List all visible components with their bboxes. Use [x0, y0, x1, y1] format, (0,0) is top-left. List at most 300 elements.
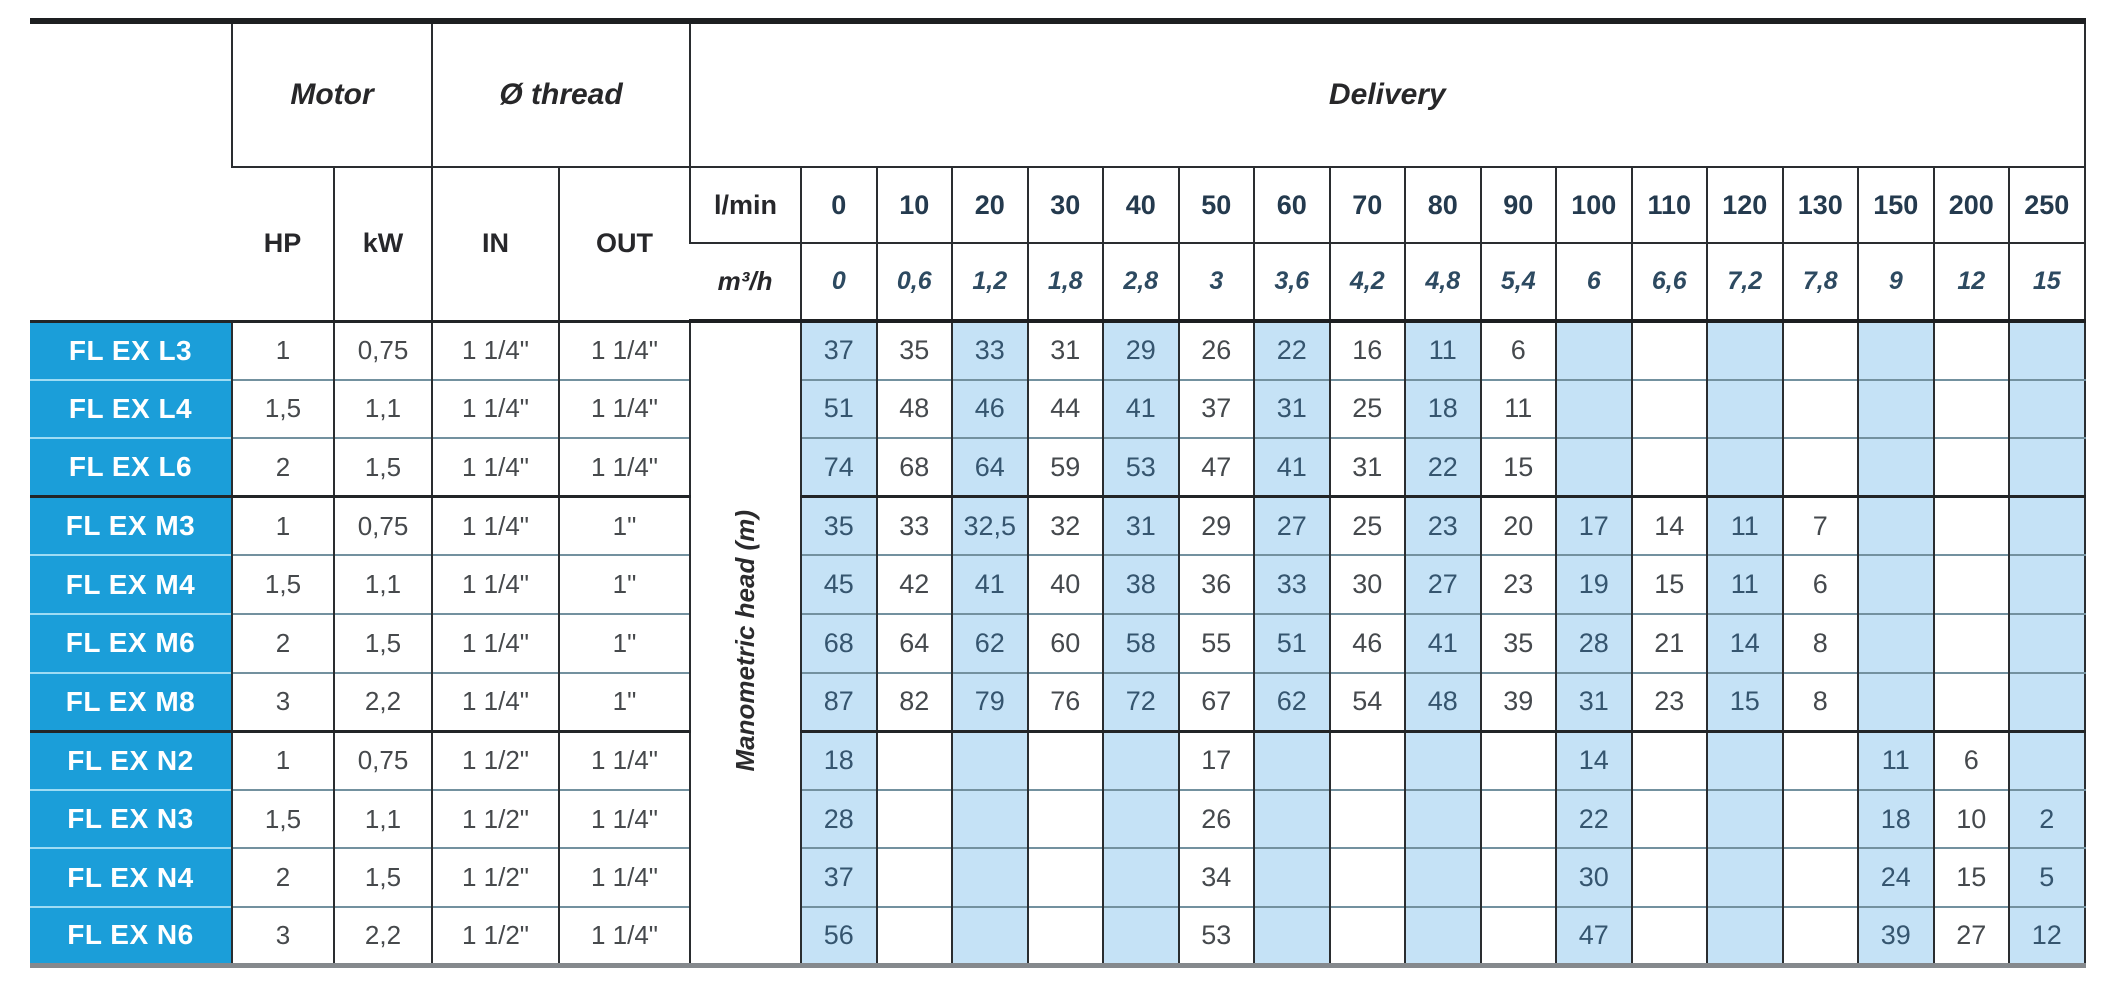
head-value-cell: 23 [1405, 497, 1481, 556]
kw-cell: 1,1 [334, 380, 432, 439]
flow-lmin-value: 70 [1330, 167, 1406, 243]
head-value-cell: 39 [1481, 673, 1557, 732]
thread-in-cell: 1 1/2" [432, 790, 559, 849]
head-value-cell: 76 [1028, 673, 1104, 732]
head-value-cell [2009, 731, 2085, 790]
head-value-cell: 11 [1405, 321, 1481, 380]
head-value-cell: 11 [1858, 731, 1934, 790]
head-value-cell [1405, 848, 1481, 907]
head-value-cell: 36 [1179, 555, 1255, 614]
m3h-label: m³/h [690, 243, 801, 321]
pump-name-cell: FL EX L3 [30, 321, 232, 380]
head-value-cell [1858, 497, 1934, 556]
head-value-cell [2009, 555, 2085, 614]
head-value-cell: 14 [1632, 497, 1708, 556]
head-value-cell: 37 [1179, 380, 1255, 439]
head-value-cell: 29 [1179, 497, 1255, 556]
head-value-cell: 64 [952, 438, 1028, 497]
flow-lmin-value: 250 [2009, 167, 2085, 243]
head-value-cell [1934, 555, 2010, 614]
head-value-cell: 14 [1707, 614, 1783, 673]
head-value-cell: 47 [1556, 907, 1632, 966]
head-value-cell: 5 [2009, 848, 2085, 907]
head-value-cell: 33 [952, 321, 1028, 380]
thread-out-cell: 1 1/4" [559, 380, 690, 439]
head-value-cell: 48 [1405, 673, 1481, 732]
head-value-cell [1934, 673, 2010, 732]
thread-out-cell: 1 1/4" [559, 731, 690, 790]
manometric-head-label-cell [690, 321, 801, 966]
flow-m3h-value: 12 [1934, 243, 2010, 321]
thread-in-cell: 1 1/4" [432, 614, 559, 673]
flow-lmin-value: 80 [1405, 167, 1481, 243]
flow-m3h-value: 3 [1179, 243, 1255, 321]
head-value-cell: 17 [1179, 731, 1255, 790]
head-value-cell [1481, 790, 1557, 849]
thread-in-cell: 1 1/4" [432, 555, 559, 614]
thread-out-cell: 1 1/4" [559, 848, 690, 907]
head-value-cell [1858, 321, 1934, 380]
head-value-cell: 87 [801, 673, 877, 732]
head-value-cell: 41 [1405, 614, 1481, 673]
head-value-cell: 12 [2009, 907, 2085, 966]
flow-m3h-value: 0,6 [877, 243, 953, 321]
head-value-cell: 15 [1481, 438, 1557, 497]
flow-m3h-value: 9 [1858, 243, 1934, 321]
head-value-cell [1405, 907, 1481, 966]
pump-name-cell: FL EX L6 [30, 438, 232, 497]
head-value-cell: 67 [1179, 673, 1255, 732]
head-value-cell: 25 [1330, 497, 1406, 556]
kw-cell: 1,1 [334, 555, 432, 614]
head-value-cell: 31 [1556, 673, 1632, 732]
head-value-cell: 56 [801, 907, 877, 966]
kw-cell: 0,75 [334, 497, 432, 556]
pump-name-cell: FL EX L4 [30, 380, 232, 439]
flow-m3h-value: 2,8 [1103, 243, 1179, 321]
thread-out-header: OUT [559, 167, 690, 321]
head-value-cell: 31 [1254, 380, 1330, 439]
row-fl-ex-l4 [30, 380, 2085, 439]
head-value-cell: 58 [1103, 614, 1179, 673]
row-fl-ex-n3 [30, 790, 2085, 849]
head-value-cell: 26 [1179, 790, 1255, 849]
head-value-cell: 27 [1254, 497, 1330, 556]
flow-lmin-value: 200 [1934, 167, 2010, 243]
head-value-cell [1556, 321, 1632, 380]
head-value-cell: 8 [1783, 673, 1859, 732]
head-value-cell: 18 [801, 731, 877, 790]
head-value-cell: 17 [1556, 497, 1632, 556]
pump-name-cell: FL EX M4 [30, 555, 232, 614]
flow-lmin-value: 90 [1481, 167, 1557, 243]
hp-cell: 1 [232, 731, 334, 790]
head-value-cell [1632, 907, 1708, 966]
head-value-cell: 30 [1330, 555, 1406, 614]
kw-cell: 1,1 [334, 790, 432, 849]
hp-cell: 3 [232, 907, 334, 966]
flow-m3h-value: 6,6 [1632, 243, 1708, 321]
head-value-cell: 68 [801, 614, 877, 673]
head-value-cell [1934, 321, 2010, 380]
head-value-cell [1103, 848, 1179, 907]
head-value-cell: 26 [1179, 321, 1255, 380]
head-value-cell: 41 [1103, 380, 1179, 439]
thread-in-header: IN [432, 167, 559, 321]
head-value-cell [1632, 790, 1708, 849]
head-value-cell [1707, 790, 1783, 849]
kw-cell: 0,75 [334, 321, 432, 380]
flow-lmin-value: 120 [1707, 167, 1783, 243]
thread-in-cell: 1 1/2" [432, 907, 559, 966]
flow-m3h-value: 4,8 [1405, 243, 1481, 321]
flow-lmin-value: 10 [877, 167, 953, 243]
flow-lmin-value: 100 [1556, 167, 1632, 243]
thread-in-cell: 1 1/4" [432, 380, 559, 439]
head-value-cell: 82 [877, 673, 953, 732]
head-value-cell: 62 [1254, 673, 1330, 732]
head-value-cell: 51 [801, 380, 877, 439]
head-value-cell: 35 [801, 497, 877, 556]
thread-out-cell: 1 1/4" [559, 321, 690, 380]
head-value-cell: 22 [1556, 790, 1632, 849]
head-value-cell [1254, 731, 1330, 790]
head-value-cell: 46 [952, 380, 1028, 439]
head-value-cell [1858, 555, 1934, 614]
head-value-cell: 45 [801, 555, 877, 614]
head-value-cell: 14 [1556, 731, 1632, 790]
head-value-cell [1858, 673, 1934, 732]
thread-out-cell: 1 1/4" [559, 438, 690, 497]
head-value-cell [1481, 907, 1557, 966]
head-value-cell: 27 [1934, 907, 2010, 966]
kw-cell: 2,2 [334, 907, 432, 966]
head-value-cell: 28 [801, 790, 877, 849]
head-value-cell: 11 [1707, 555, 1783, 614]
head-value-cell [2009, 614, 2085, 673]
flow-m3h-value: 4,2 [1330, 243, 1406, 321]
head-value-cell: 79 [952, 673, 1028, 732]
pump-name-cell: FL EX N2 [30, 731, 232, 790]
head-value-cell [1103, 790, 1179, 849]
flow-m3h-value: 0 [801, 243, 877, 321]
pump-name-cell: FL EX N4 [30, 848, 232, 907]
head-value-cell [1330, 907, 1406, 966]
head-value-cell [1405, 731, 1481, 790]
head-value-cell: 19 [1556, 555, 1632, 614]
head-value-cell [1707, 907, 1783, 966]
hp-cell: 2 [232, 438, 334, 497]
pump-name-cell: FL EX N3 [30, 790, 232, 849]
head-value-cell [1028, 731, 1104, 790]
pump-type-header: Pump type [30, 21, 232, 321]
head-value-cell: 38 [1103, 555, 1179, 614]
head-value-cell [1254, 907, 1330, 966]
hp-cell: 1 [232, 321, 334, 380]
head-value-cell: 6 [1481, 321, 1557, 380]
row-fl-ex-n4 [30, 848, 2085, 907]
head-value-cell: 72 [1103, 673, 1179, 732]
head-value-cell [877, 848, 953, 907]
head-value-cell: 68 [877, 438, 953, 497]
thread-out-cell: 1 1/4" [559, 907, 690, 966]
kw-cell: 1,5 [334, 614, 432, 673]
motor-header: Motor [232, 21, 432, 167]
head-value-cell: 28 [1556, 614, 1632, 673]
thread-out-cell: 1" [559, 614, 690, 673]
head-value-cell: 55 [1179, 614, 1255, 673]
head-value-cell: 29 [1103, 321, 1179, 380]
pump-name-cell: FL EX M3 [30, 497, 232, 556]
head-value-cell: 16 [1330, 321, 1406, 380]
thread-out-cell: 1" [559, 673, 690, 732]
row-fl-ex-m4 [30, 555, 2085, 614]
head-value-cell [1783, 438, 1859, 497]
head-value-cell [1556, 438, 1632, 497]
thread-in-cell: 1 1/4" [432, 438, 559, 497]
head-value-cell: 35 [1481, 614, 1557, 673]
head-value-cell: 44 [1028, 380, 1104, 439]
pump-spec-table [30, 18, 2086, 968]
head-value-cell [1632, 438, 1708, 497]
head-value-cell: 39 [1858, 907, 1934, 966]
head-value-cell [952, 848, 1028, 907]
head-value-cell [1783, 907, 1859, 966]
head-value-cell [1934, 614, 2010, 673]
head-value-cell: 59 [1028, 438, 1104, 497]
head-value-cell [1481, 731, 1557, 790]
head-value-cell [877, 790, 953, 849]
head-value-cell [2009, 673, 2085, 732]
head-value-cell: 11 [1707, 497, 1783, 556]
head-value-cell [1783, 321, 1859, 380]
thread-out-cell: 1 1/4" [559, 790, 690, 849]
flow-lmin-value: 30 [1028, 167, 1104, 243]
head-value-cell [1707, 438, 1783, 497]
head-value-cell: 6 [1783, 555, 1859, 614]
head-value-cell [1934, 380, 2010, 439]
head-value-cell: 22 [1405, 438, 1481, 497]
flow-lmin-value: 20 [952, 167, 1028, 243]
flow-m3h-value: 1,8 [1028, 243, 1104, 321]
head-value-cell: 60 [1028, 614, 1104, 673]
flow-m3h-value: 1,2 [952, 243, 1028, 321]
head-value-cell: 64 [877, 614, 953, 673]
head-value-cell [1783, 380, 1859, 439]
hp-cell: 1,5 [232, 555, 334, 614]
head-value-cell [1858, 614, 1934, 673]
head-value-cell: 35 [877, 321, 953, 380]
header-row-groups [30, 21, 2085, 167]
flow-m3h-value: 7,8 [1783, 243, 1859, 321]
head-value-cell [1707, 321, 1783, 380]
head-value-cell: 74 [801, 438, 877, 497]
delivery-header: Delivery [690, 21, 2085, 167]
hp-cell: 1 [232, 497, 334, 556]
hp-cell: 1,5 [232, 790, 334, 849]
head-value-cell [877, 731, 953, 790]
head-value-cell: 25 [1330, 380, 1406, 439]
table-header [30, 21, 2085, 321]
head-value-cell [1783, 848, 1859, 907]
kw-cell: 0,75 [334, 731, 432, 790]
head-value-cell [1330, 731, 1406, 790]
pump-name-cell: FL EX M8 [30, 673, 232, 732]
head-value-cell: 15 [1632, 555, 1708, 614]
row-fl-ex-m6 [30, 614, 2085, 673]
head-value-cell [877, 907, 953, 966]
kw-cell: 1,5 [334, 438, 432, 497]
head-value-cell: 48 [877, 380, 953, 439]
head-value-cell: 15 [1707, 673, 1783, 732]
head-value-cell: 53 [1103, 438, 1179, 497]
thread-in-cell: 1 1/4" [432, 321, 559, 380]
flow-lmin-value: 150 [1858, 167, 1934, 243]
head-value-cell: 23 [1632, 673, 1708, 732]
head-value-cell: 8 [1783, 614, 1859, 673]
head-value-cell: 27 [1405, 555, 1481, 614]
head-value-cell: 34 [1179, 848, 1255, 907]
flow-m3h-value: 6 [1556, 243, 1632, 321]
hp-cell: 1,5 [232, 380, 334, 439]
row-fl-ex-m3 [30, 497, 2085, 556]
head-value-cell [1707, 731, 1783, 790]
hp-cell: 2 [232, 848, 334, 907]
head-value-cell [952, 907, 1028, 966]
flow-m3h-value: 15 [2009, 243, 2085, 321]
row-fl-ex-l3 [30, 321, 2085, 380]
head-value-cell: 7 [1783, 497, 1859, 556]
head-value-cell [1028, 848, 1104, 907]
flow-lmin-value: 0 [801, 167, 877, 243]
flow-m3h-value: 7,2 [1707, 243, 1783, 321]
head-value-cell [1103, 907, 1179, 966]
head-value-cell: 22 [1254, 321, 1330, 380]
head-value-cell: 23 [1481, 555, 1557, 614]
head-value-cell [1481, 848, 1557, 907]
hp-cell: 2 [232, 614, 334, 673]
head-value-cell: 33 [877, 497, 953, 556]
flow-m3h-value: 5,4 [1481, 243, 1557, 321]
head-value-cell [952, 790, 1028, 849]
head-value-cell [1934, 438, 2010, 497]
head-value-cell [1028, 790, 1104, 849]
head-value-cell [1934, 497, 2010, 556]
flow-lmin-row [30, 167, 2085, 243]
thread-in-cell: 1 1/2" [432, 848, 559, 907]
thread-out-cell: 1" [559, 555, 690, 614]
head-value-cell [1632, 321, 1708, 380]
head-value-cell [1556, 380, 1632, 439]
head-value-cell [2009, 380, 2085, 439]
thread-in-cell: 1 1/4" [432, 673, 559, 732]
head-value-cell: 31 [1330, 438, 1406, 497]
head-value-cell: 20 [1481, 497, 1557, 556]
head-value-cell: 21 [1632, 614, 1708, 673]
head-value-cell: 18 [1858, 790, 1934, 849]
head-value-cell: 11 [1481, 380, 1557, 439]
kw-header: kW [334, 167, 432, 321]
manometric-head-label: Manometric head (m) [730, 509, 761, 772]
pump-name-cell: FL EX N6 [30, 907, 232, 966]
head-value-cell [1707, 380, 1783, 439]
head-value-cell: 32 [1028, 497, 1104, 556]
hp-header: HP [232, 167, 334, 321]
lmin-label: l/min [690, 167, 801, 243]
head-value-cell [1330, 848, 1406, 907]
head-value-cell: 10 [1934, 790, 2010, 849]
head-value-cell [1405, 790, 1481, 849]
flow-m3h-value: 3,6 [1254, 243, 1330, 321]
head-value-cell: 18 [1405, 380, 1481, 439]
head-value-cell [2009, 497, 2085, 556]
head-value-cell: 41 [1254, 438, 1330, 497]
head-value-cell: 30 [1556, 848, 1632, 907]
head-value-cell [2009, 321, 2085, 380]
flow-lmin-value: 50 [1179, 167, 1255, 243]
head-value-cell: 31 [1103, 497, 1179, 556]
flow-lmin-value: 110 [1632, 167, 1708, 243]
head-value-cell: 40 [1028, 555, 1104, 614]
flow-lmin-value: 40 [1103, 167, 1179, 243]
head-value-cell: 33 [1254, 555, 1330, 614]
head-value-cell [1028, 907, 1104, 966]
head-value-cell: 51 [1254, 614, 1330, 673]
head-value-cell: 24 [1858, 848, 1934, 907]
head-value-cell [1632, 731, 1708, 790]
head-value-cell: 53 [1179, 907, 1255, 966]
head-value-cell [1632, 380, 1708, 439]
kw-cell: 2,2 [334, 673, 432, 732]
thread-in-cell: 1 1/2" [432, 731, 559, 790]
head-value-cell [1783, 790, 1859, 849]
head-value-cell: 31 [1028, 321, 1104, 380]
head-value-cell [2009, 438, 2085, 497]
head-value-cell: 46 [1330, 614, 1406, 673]
head-value-cell: 32,5 [952, 497, 1028, 556]
thread-header: Ø thread [432, 21, 690, 167]
head-value-cell: 42 [877, 555, 953, 614]
head-value-cell: 37 [801, 321, 877, 380]
row-fl-ex-n2 [30, 731, 2085, 790]
kw-cell: 1,5 [334, 848, 432, 907]
thread-in-cell: 1 1/4" [432, 497, 559, 556]
head-value-cell [1254, 848, 1330, 907]
table-body [30, 321, 2085, 966]
hp-cell: 3 [232, 673, 334, 732]
flow-lmin-value: 60 [1254, 167, 1330, 243]
head-value-cell [952, 731, 1028, 790]
flow-lmin-value: 130 [1783, 167, 1859, 243]
row-fl-ex-n6 [30, 907, 2085, 966]
row-fl-ex-l6 [30, 438, 2085, 497]
head-value-cell: 54 [1330, 673, 1406, 732]
head-value-cell [1254, 790, 1330, 849]
head-value-cell: 15 [1934, 848, 2010, 907]
head-value-cell [1103, 731, 1179, 790]
head-value-cell: 2 [2009, 790, 2085, 849]
row-fl-ex-m8 [30, 673, 2085, 732]
head-value-cell: 41 [952, 555, 1028, 614]
head-value-cell [1783, 731, 1859, 790]
thread-out-cell: 1" [559, 497, 690, 556]
head-value-cell: 47 [1179, 438, 1255, 497]
head-value-cell: 6 [1934, 731, 2010, 790]
head-value-cell: 37 [801, 848, 877, 907]
head-value-cell [1858, 438, 1934, 497]
head-value-cell [1632, 848, 1708, 907]
head-value-cell [1330, 790, 1406, 849]
